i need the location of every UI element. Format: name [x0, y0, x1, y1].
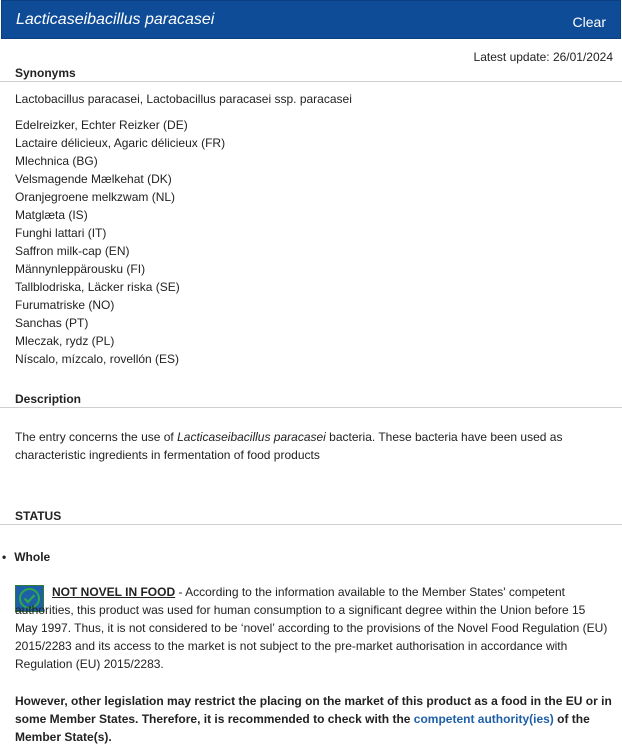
- not-novel-text: - According to the information available to the Member States' competent authorities, this product was used for human consumption to a significant degree within the Union before 15 May 1997. Thus, it is not considered to be ‘novel’ according to the provisions of the Novel Food Regulation (EU) 2015/2283 and its access to the market is not subject to the pre-market authorisation in accordance with Regulation (EU) 2015/2283.: [15, 585, 608, 671]
- warning-text: However, other legislation may restrict the placing on the market of this product as a food in the EU or in some Member States. Therefore, it is recommended to check with the: [15, 694, 612, 726]
- synonym-item: Mlechnica (BG): [15, 154, 98, 168]
- competent-authority-link[interactable]: competent authority(ies): [413, 712, 554, 726]
- synonym-item: Níscalo, mízcalo, rovellón (ES): [15, 352, 180, 366]
- synonym-item: Furumatriske (NO): [15, 298, 115, 312]
- divider: [0, 524, 622, 525]
- clear-button[interactable]: Clear: [572, 14, 606, 30]
- not-novel-paragraph: [15, 583, 610, 673]
- latest-update: Latest update: 26/01/2024: [473, 50, 613, 64]
- scientific-synonyms: Lactobacillus paracasei, Lactobacillus paracasei ssp. paracasei: [15, 92, 352, 106]
- not-novel-label: NOT NOVEL IN FOOD: [52, 585, 176, 599]
- synonym-item: Sanchas (PT): [15, 316, 89, 330]
- divider: [0, 407, 622, 408]
- description-text-part: bacteria. These bacteria have been used as characteristic ingredients in fermentation of food products: [15, 430, 563, 462]
- synonym-item: Tallblodriska, Läcker riska (SE): [15, 280, 180, 294]
- synonym-item: Matglæta (IS): [15, 208, 88, 222]
- synonym-item: Mleczak, rydz (PL): [15, 334, 115, 348]
- synonym-item: Lactaire délicieux, Agaric délicieux (FR): [15, 136, 226, 150]
- species-name: Lacticaseibacillus paracasei: [177, 430, 326, 444]
- description-text: [15, 428, 610, 464]
- synonym-item: Velsmagende Mælkehat (DK): [15, 172, 172, 186]
- synonym-item: Funghi lattari (IT): [15, 226, 107, 240]
- warning-text: of the Member State(s).: [15, 712, 590, 744]
- description-text-part: The entry concerns the use of: [15, 430, 178, 444]
- synonym-item: Saffron milk-cap (EN): [15, 244, 130, 258]
- page-title: Lacticaseibacillus paracasei: [16, 11, 215, 28]
- synonym-item: Oranjegroene melkzwam (NL): [15, 190, 176, 204]
- synonym-item: Edelreizker, Echter Reizker (DE): [15, 118, 188, 132]
- synonym-item: Männynleppärousku (FI): [15, 262, 146, 276]
- legislation-warning: [15, 692, 613, 746]
- status-heading: STATUS: [15, 509, 62, 523]
- description-heading: Description: [15, 392, 82, 406]
- divider: [0, 81, 622, 82]
- synonyms-heading: Synonyms: [15, 66, 76, 80]
- status-bullet-label: Whole: [14, 550, 51, 564]
- status-bullet: • Whole: [2, 550, 51, 564]
- header-bar: [1, 0, 621, 39]
